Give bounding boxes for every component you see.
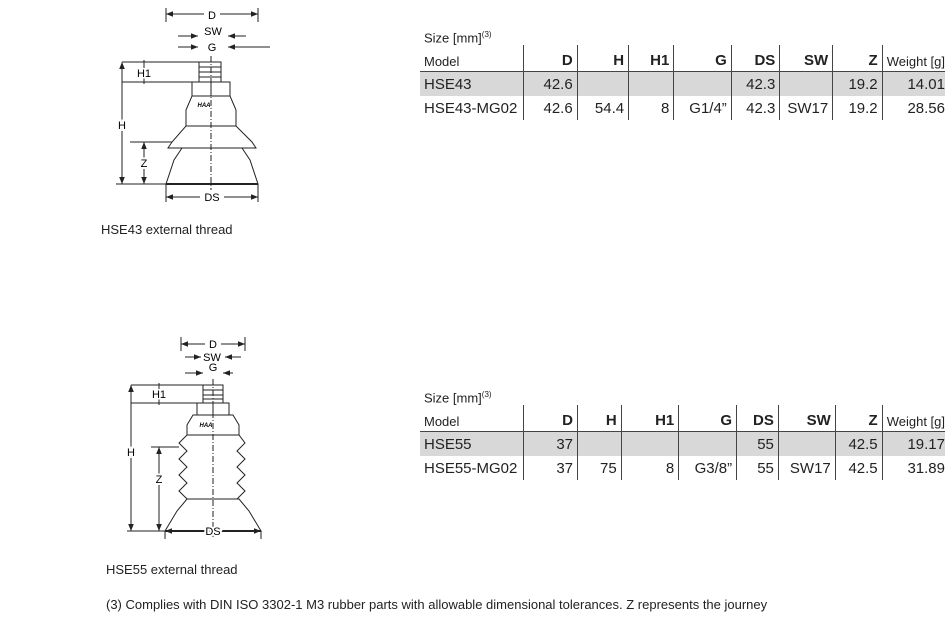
table-row bbox=[420, 72, 945, 97]
cell-ds: 55 bbox=[737, 432, 779, 457]
cell-sw bbox=[778, 432, 835, 457]
dim-label-sw: SW bbox=[203, 352, 221, 364]
cell-h1: 8 bbox=[629, 96, 674, 120]
cell-h bbox=[578, 432, 622, 457]
table-row bbox=[420, 96, 945, 120]
col-header-h: H bbox=[578, 405, 622, 432]
hse55-logo: HAA bbox=[199, 423, 213, 429]
footnote: (3) Complies with DIN ISO 3302-1 M3 rubber parts with allowable dimensional tolerances. Z represents the journey bbox=[106, 597, 768, 612]
col-header-d: D bbox=[524, 405, 578, 432]
dim-label-z: Z bbox=[140, 158, 148, 170]
hse55-technical-drawing bbox=[115, 335, 280, 550]
cell-d: 42.6 bbox=[524, 72, 577, 97]
cell-z: 42.5 bbox=[835, 456, 882, 480]
hse43-logo: HAA bbox=[197, 103, 211, 109]
col-header-g: G bbox=[674, 45, 731, 72]
cell-ds: 42.3 bbox=[731, 72, 780, 97]
cell-z: 42.5 bbox=[835, 432, 882, 457]
hse43-caption: HSE43 external thread bbox=[101, 222, 233, 237]
size-caption: Size [mm]$^{(3)}$ bbox=[424, 30, 492, 46]
cell-model: HSE43-MG02 bbox=[424, 99, 518, 117]
table-row bbox=[420, 456, 945, 480]
col-header-h: H bbox=[577, 45, 628, 72]
cell-h: 75 bbox=[578, 456, 622, 480]
dim-label-h: H bbox=[127, 447, 135, 459]
size-footnote-ref: (3) bbox=[481, 390, 492, 399]
cell-model: HSE43 bbox=[420, 72, 524, 97]
col-header-z: Z bbox=[833, 45, 882, 72]
dim-label-d: D bbox=[208, 10, 216, 22]
col-header-sw: SW bbox=[778, 405, 835, 432]
cell-h: 54.4 bbox=[577, 96, 628, 120]
cell-z: 19.2 bbox=[833, 96, 882, 120]
cell-sw: SW17 bbox=[780, 96, 833, 120]
dim-label-h1: H1 bbox=[136, 68, 152, 80]
dim-label-g: G bbox=[208, 362, 218, 374]
cell-h bbox=[577, 72, 628, 97]
cell-g bbox=[674, 72, 731, 97]
col-header-h1: H1 bbox=[621, 405, 679, 432]
hse55-caption: HSE55 external thread bbox=[106, 562, 238, 577]
cell-d: 37 bbox=[524, 456, 578, 480]
col-header-ds: DS bbox=[737, 405, 779, 432]
cell-z: 19.2 bbox=[833, 72, 882, 97]
dim-label-h1: H1 bbox=[151, 389, 167, 401]
cell-model: HSE55-MG02 bbox=[424, 459, 518, 477]
col-header-weight: Weight [g] bbox=[882, 405, 945, 432]
col-header-weight: Weight [g] bbox=[882, 45, 945, 72]
table-row bbox=[420, 432, 945, 457]
cell-g: G1/4” bbox=[674, 96, 731, 120]
col-header-d: D bbox=[524, 45, 577, 72]
cell-ds: 42.3 bbox=[731, 96, 780, 120]
cell-h1 bbox=[629, 72, 674, 97]
col-header-g: G bbox=[679, 405, 737, 432]
dim-label-g: G bbox=[207, 42, 217, 54]
cell-h1 bbox=[621, 432, 679, 457]
col-header-sw: SW bbox=[780, 45, 833, 72]
col-header-model: Model bbox=[420, 45, 524, 72]
cell-g bbox=[679, 432, 737, 457]
cell-weight: 19.17 bbox=[882, 432, 945, 457]
cell-sw: SW17 bbox=[778, 456, 835, 480]
hse55-spec-table bbox=[420, 390, 945, 480]
cell-h1: 8 bbox=[621, 456, 679, 480]
hse43-spec-table bbox=[420, 30, 945, 120]
cell-ds: 55 bbox=[737, 456, 779, 480]
dim-label-sw: SW bbox=[204, 26, 222, 38]
cell-sw bbox=[780, 72, 833, 97]
cell-d: 42.6 bbox=[524, 96, 577, 120]
col-header-model: Model bbox=[420, 405, 524, 432]
dim-label-ds: DS bbox=[205, 526, 221, 538]
dim-label-z: Z bbox=[155, 474, 163, 486]
dim-label-ds: DS bbox=[204, 192, 220, 204]
dim-label-d: D bbox=[209, 339, 217, 351]
col-header-ds: DS bbox=[731, 45, 780, 72]
dim-label-h: H bbox=[118, 120, 126, 132]
cell-d: 37 bbox=[524, 432, 578, 457]
cell-weight: 14.01 bbox=[882, 72, 945, 97]
cell-g: G3/8” bbox=[679, 456, 737, 480]
hse43-technical-drawing bbox=[100, 0, 290, 215]
size-caption: Size [mm]$^{(3)}$ bbox=[424, 390, 492, 406]
col-header-z: Z bbox=[835, 405, 882, 432]
cell-model: HSE55 bbox=[420, 432, 524, 457]
cell-weight: 28.56 bbox=[882, 96, 945, 120]
cell-weight: 31.89 bbox=[882, 456, 945, 480]
size-footnote-ref: (3) bbox=[481, 30, 492, 39]
col-header-h1: H1 bbox=[629, 45, 674, 72]
